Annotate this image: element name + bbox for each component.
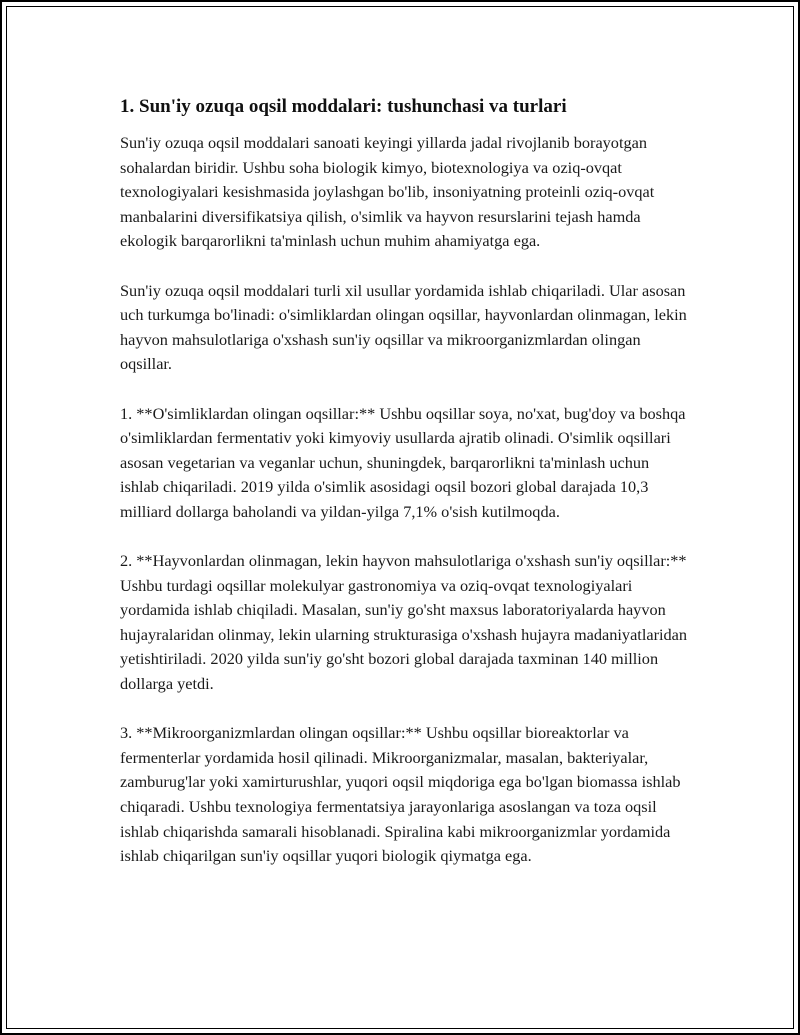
paragraph-cultured-proteins: 2. **Hayvonlardan olinmagan, lekin hayvon mahsulotlariga o'xshash sun'iy oqsillar:** Ushbu turdagi oqsillar molekulyar gastronomiya va oziq-ovqat texnologiyalari yordamida ishlab chiqiladi. Masalan, sun'iy go'sht maxsus laboratoriyalarda hayvon hujayralaridan olinmay, lekin ularning strukturasiga o'xshash hujayra madaniyatlaridan yetishtiriladi. 2020 yilda sun'iy go'sht bozori global darajada taxminan 140 million dollarga yetdi.: [120, 551, 688, 694]
paragraph-plant-proteins: 1. **O'simliklardan olingan oqsillar:** Ushbu oqsillar soya, no'xat, bug'doy va boshqa o'simliklardan fermentativ yoki kimyoviy usullarda ajratib olinadi. O'simlik oqsillari asosan vegetarian va veganlar uchun, shuningdek, barqarorlikni ta'minlash uchun ishlab chiqariladi. 2019 yilda o'simlik asosidagi oqsil bozori global darajada 10,3 milliard dollarga baholandi va yildan-yilga 7,1% o'sish kutilmoqda.: [120, 403, 686, 521]
paragraph-intro: Sun'iy ozuqa oqsil moddalari sanoati keyingi yillarda jadal rivojlanib borayotgan sohalardan biridir. Ushbu soha biologik kimyo, biotexnologiya va oziq-ovqat texnologiyalari kesishmasida joylashgan bo'lib, insoniyatning proteinli oziq-ovqat manbalarini diversifikatsiya qilish, o'simlik va hayvon resurslarini tejash hamda ekologik barqarorlikni ta'minlash uchun muhim ahamiyatga ega.: [120, 133, 655, 251]
paragraph-microbial-proteins: 3. **Mikroorganizmlardan olingan oqsillar:** Ushbu oqsillar bioreaktorlar va fermenterlar yordamida hosil qilinadi. Mikroorganizmalar, masalan, bakteriyalar, zamburug'lar yoki xamirturushlar, yuqori oqsil miqdoriga ega bo'lgan biomassa ishlab chiqaradi. Ushbu texnologiya fermentatsiya jarayonlariga asoslangan va toza oqsil ishlab chiqarishda samarali hisoblanadi. Spiralina kabi mikroorganizmlar yordamida ishlab chiqarilgan sun'iy oqsillar yuqori biologik qiymatga ega.: [120, 723, 681, 866]
section-heading: 1. Sun'iy ozuqa oqsil moddalari: tushunchasi va turlari: [120, 96, 567, 117]
paragraph-categories: Sun'iy ozuqa oqsil moddalari turli xil usullar yordamida ishlab chiqariladi. Ular asosan uch turkumga bo'linadi: o'simliklardan olingan oqsillar, hayvonlardan olinmagan, lekin hayvon mahsulotlariga o'xshash sun'iy oqsillar va mikroorganizmlardan olingan oqsillar.: [120, 280, 687, 374]
document-content: [120, 94, 692, 893]
